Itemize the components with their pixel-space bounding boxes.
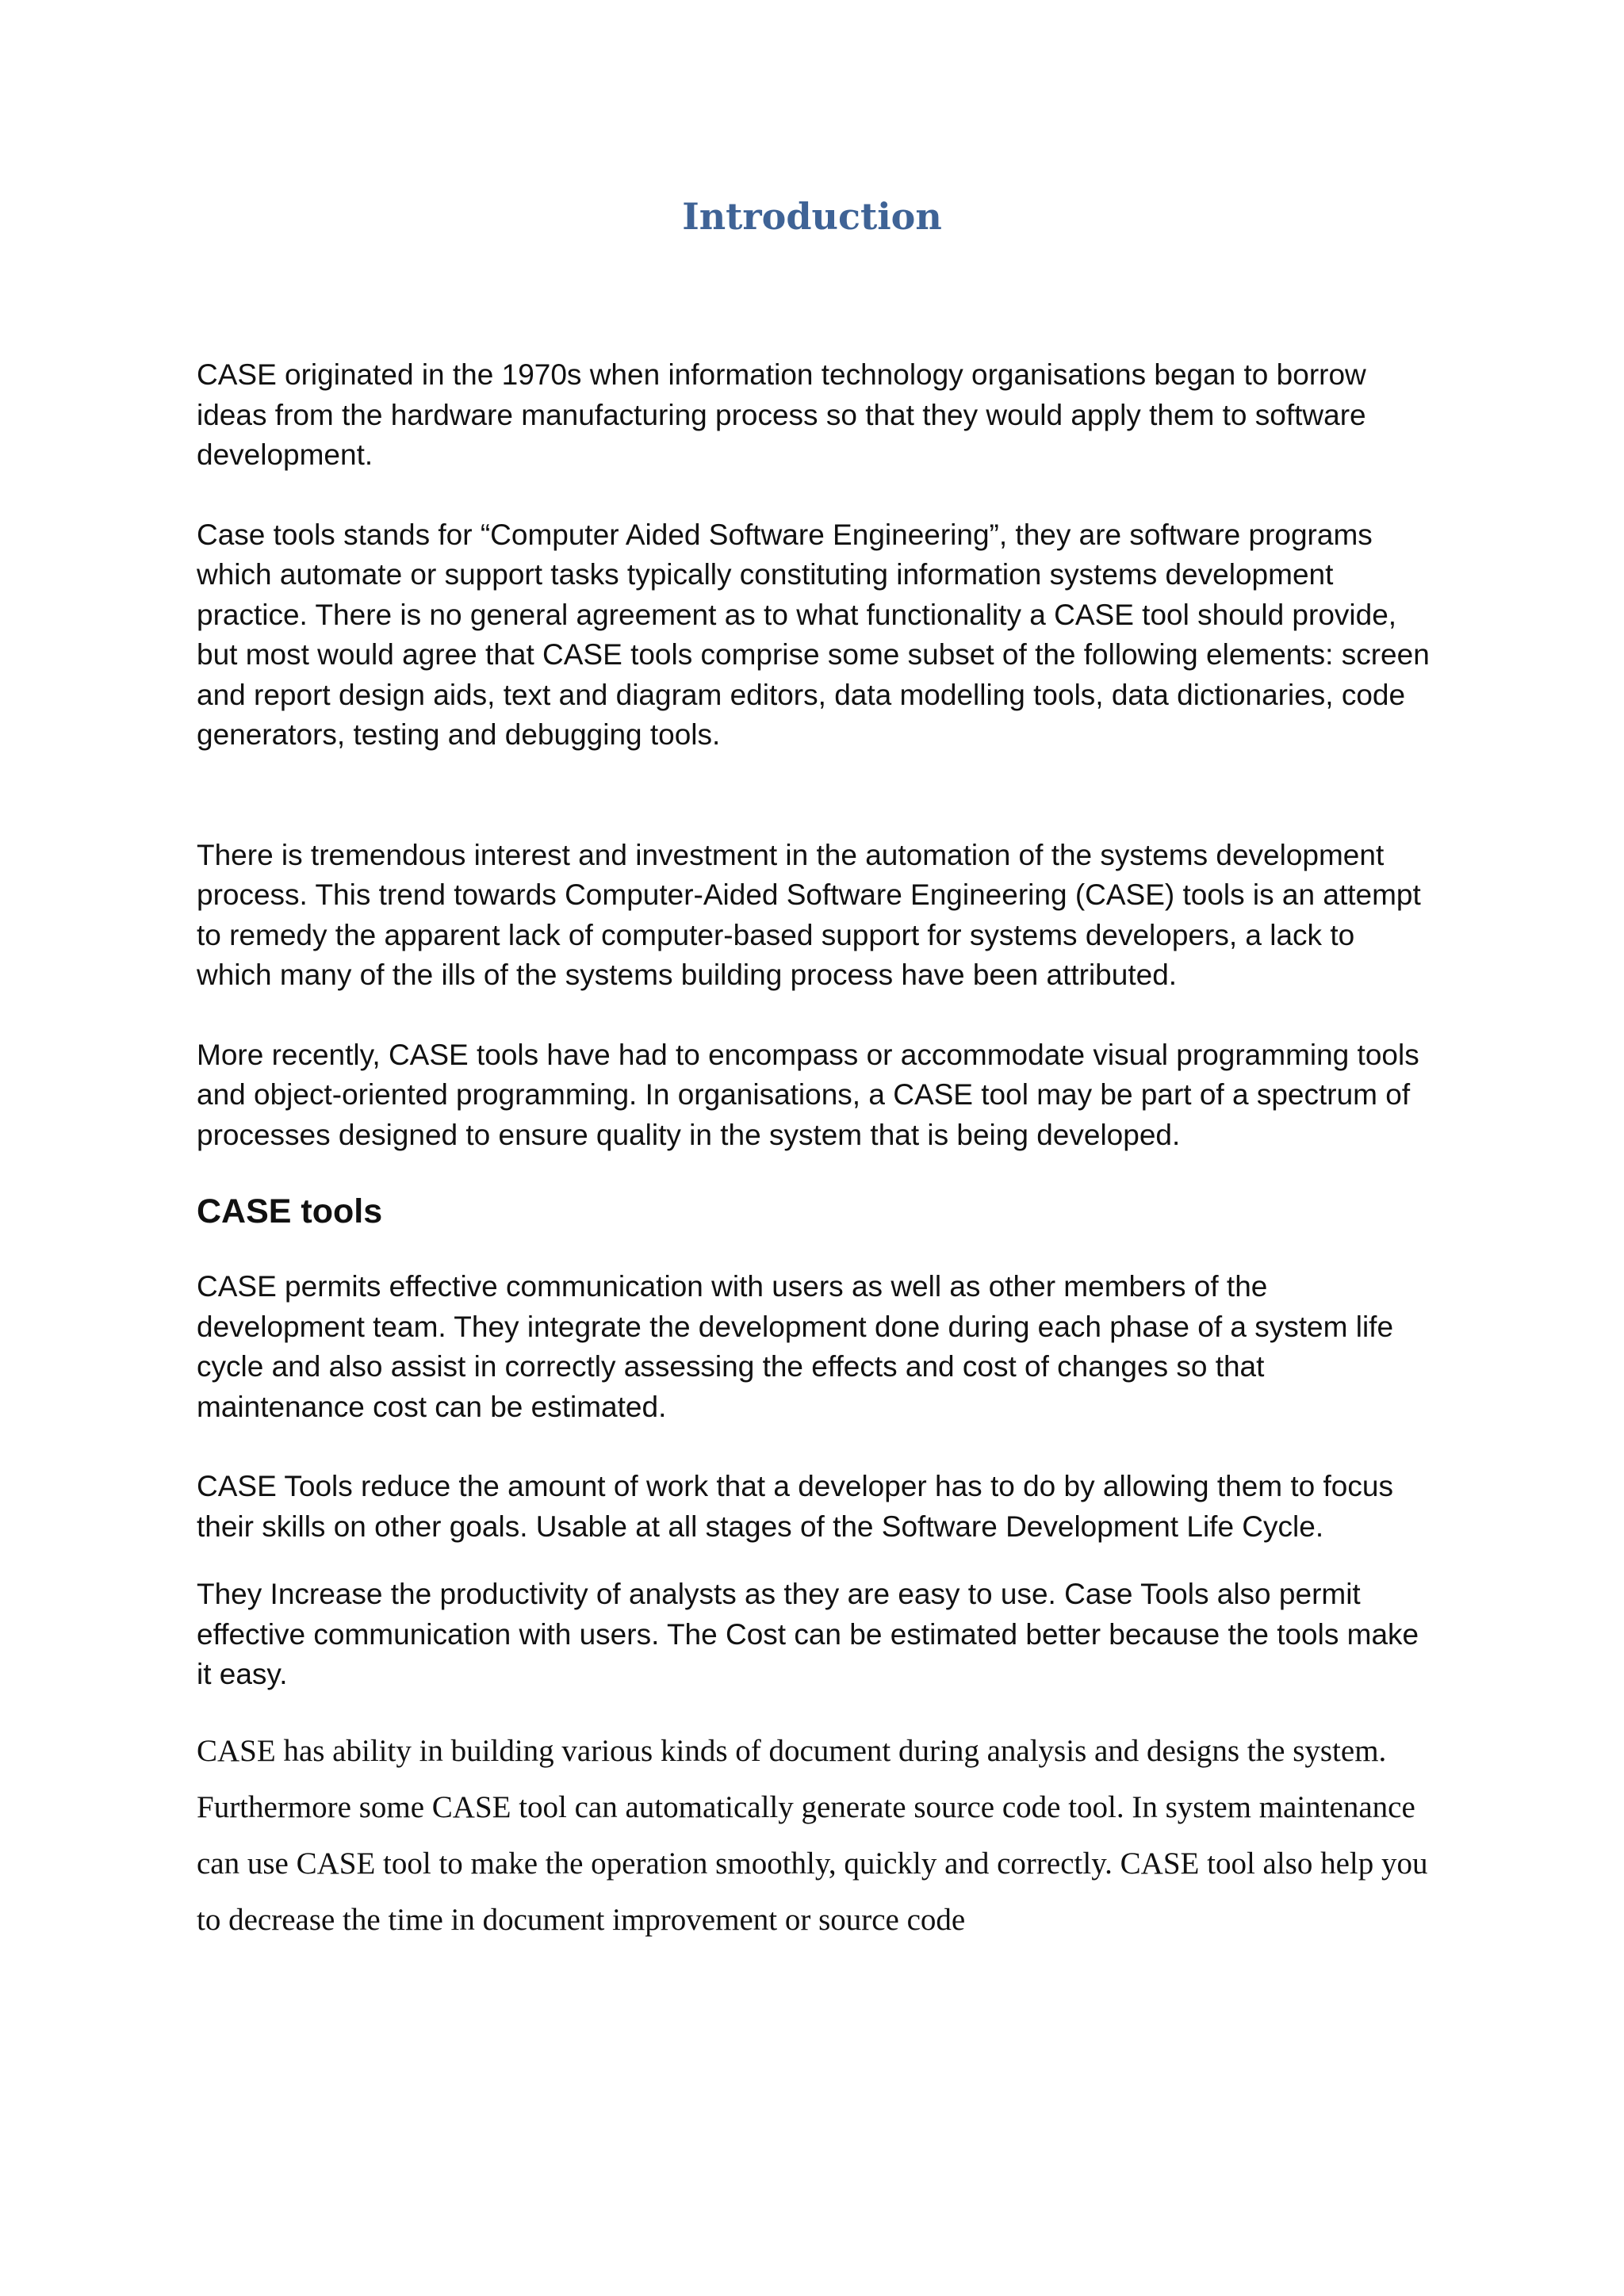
section-paragraph-4: CASE has ability in building various kinds of document during analysis and designs the system. Furthermore some CASE tool can automatically generate source code tool. In system maintenance can use CASE tool to make the operation smoothly, quickly and correctly. CASE tool also help you to decrease the time in document improvement or source code bbox=[197, 1733, 1428, 1937]
document-body bbox=[197, 355, 1434, 1948]
intro-paragraph-4: More recently, CASE tools have had to encompass or accommodate visual programming tools and object-oriented programming. In organisations, a CASE tool may be part of a spectrum of processes designed to ensure quality in the system that is being developed. bbox=[197, 1038, 1419, 1151]
section-paragraph-3: They Increase the productivity of analysts as they are easy to use. Case Tools also permit effective communication with users. The Cost can be estimated better because the tools make it easy. bbox=[197, 1578, 1419, 1690]
section-paragraph-2: CASE Tools reduce the amount of work that a developer has to do by allowing them to focus their skills on other goals. Usable at all stages of the Software Development Life Cycle. bbox=[197, 1470, 1393, 1543]
intro-paragraph-3: There is tremendous interest and investment in the automation of the systems development process. This trend towards Computer-Aided Software Engineering (CASE) tools is an attempt to remedy the apparent lack of computer-based support for systems developers, a lack to which many of the ills of the systems building process have been attributed. bbox=[197, 838, 1421, 991]
intro-paragraph-2: Case tools stands for “Computer Aided Software Engineering”, they are software programs which automate or support tasks typically constituting information systems development practice. There is no general agreement as to what functionality a CASE tool should provide, but most would agree that CASE tools comprise some subset of the following elements: screen and report design aids, text and diagram editors, data modelling tools, data dictionaries, code generators, testing and debugging tools. bbox=[197, 518, 1430, 751]
page-title: Introduction bbox=[682, 195, 942, 238]
intro-paragraph-1: CASE originated in the 1970s when information technology organisations began to borrow ideas from the hardware manufacturing process so that they would apply them to software development. bbox=[197, 358, 1366, 471]
section-heading: CASE tools bbox=[197, 1192, 383, 1230]
section-paragraph-1: CASE permits effective communication with users as well as other members of the development team. They integrate the development done during each phase of a system life cycle and also assist in correctly assessing the effects and cost of changes so that maintenance cost can be estimated. bbox=[197, 1270, 1394, 1423]
